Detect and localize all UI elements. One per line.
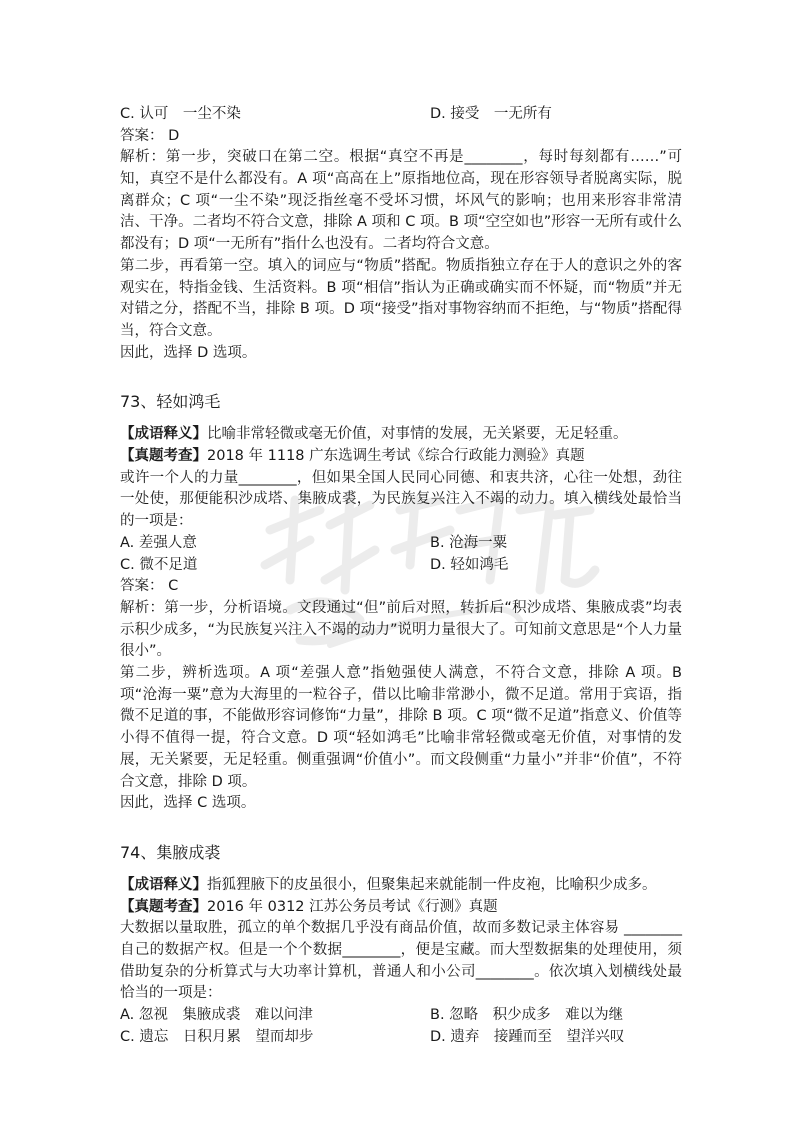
q72-analysis-step2: 第二步，再看第一空。填入的词应与“物质”搭配。物质指独立存在于人的意识之外的客观实在，特指金钱、生活资料。B 项“相信”指认为正确或确实而不怀疑，而“物质”并无对错之分，搭配不当，排除 B 项。D 项“接受”指对事物容纳而不拒绝，与“物质”搭配得当，符合文意。: [120, 257, 682, 339]
q73-option-c: C. 微不足道: [120, 556, 198, 573]
q73-meaning-tag: 【成语释义】: [120, 426, 207, 443]
q73-answer: 答案： C: [120, 578, 179, 595]
q74-options-row-1: [120, 1005, 682, 1027]
q73-exam-text: 2018 年 1118 广东选调生考试《综合行政能力测验》真题: [207, 448, 585, 465]
q74-option-b: B. 忽略 积少成多 难以为继: [430, 1007, 624, 1024]
q73-exam: [120, 446, 682, 468]
q74-heading: 74、集腋成裘: [120, 842, 221, 862]
q72-option-c: C. 认可 一尘不染: [120, 106, 241, 122]
q73-heading: 73、轻如鸿毛: [120, 392, 221, 412]
q73-stem: 或许一个人的力量________，但如果全国人民同心同德、和衷共济，心往一处想，劲往一处使，那便能积沙成塔、集腋成裘，为民族复兴注入不竭的动力。填入横线处最恰当的一项是：: [120, 469, 682, 530]
q73-option-a: A. 差强人意: [120, 534, 197, 551]
q72-conclusion: 因此，选择 D 选项。: [120, 344, 257, 361]
q73-exam-tag: 【真题考查】: [120, 448, 207, 465]
q74-meaning: [120, 875, 682, 897]
q73-analysis-step2: 第二步，辨析选项。A 项“差强人意”指勉强使人满意，不符合文意，排除 A 项。B 项“沧海一粟”意为大海里的一粒谷子，借以比喻非常渺小，微不足道。常用于宾语，指微不足道的事，不能做形容词修饰“力量”，排除 B 项。C 项“微不足道”指意义、价值等小得不值得一提，符合文意。D 项“轻如鸿毛”比喻非常轻微或毫无价值，对事情的发展，无关紧要，无足轻重。侧重强调“价值小”。而文段侧重“力量小”并非“价值”，不符合文意，排除 D 项。: [120, 665, 682, 790]
q73-option-d: D. 轻如鸿毛: [430, 556, 509, 573]
q73-options-row-1: [120, 533, 682, 555]
q72-answer: 答案： D: [120, 127, 180, 144]
q72-analysis-step1: 解析：第一步，突破口在第二空。根据“真空不再是________，每时每刻都有……”可知，真空不是什么都没有。A 项“高高在上”原指地位高，现在形容领导者脱离实际，脱离群众；C 项“一尘不染”现泛指丝毫不受坏习惯，坏风气的影响；也用来形容非常清洁、干净。二者均不符合文意，排除 A 项和 C 项。B 项“空空如也”形容一无所有或什么都没有；D 项“一无所有”指什么也没有。二者均符合文意。: [120, 149, 682, 253]
q73-options-row-2: [120, 555, 682, 577]
q74-exam-text: 2016 年 0312 江苏公务员考试《行测》真题: [207, 898, 498, 915]
q73-meaning-text: 比喻非常轻微或毫无价值，对事情的发展，无关紧要，无足轻重。: [207, 426, 628, 443]
q74-option-d: D. 遗弃 接踵而至 望洋兴叹: [430, 1028, 625, 1045]
q74-options-row-2: [120, 1027, 682, 1049]
q73-option-b: B. 沧海一粟: [430, 534, 508, 551]
q74-option-c: C. 遗忘 日积月累 望而却步: [120, 1028, 314, 1045]
document-page: [120, 104, 682, 1049]
q74-exam: [120, 897, 682, 919]
q72-options-row: [120, 104, 682, 126]
q74-meaning-tag: 【成语释义】: [120, 876, 207, 893]
q73-analysis-step1: 解析：第一步，分析语境。文段通过“但”前后对照，转折后“积沙成塔、集腋成裘”均表示积少成多，“为民族复兴注入不竭的动力”说明力量很大了。可知前文意思是“个人力量很小”。: [120, 599, 682, 660]
q74-meaning-text: 指狐狸腋下的皮虽很小，但聚集起来就能制一件皮袍，比喻积少成多。: [207, 876, 657, 893]
q73-meaning: [120, 424, 682, 446]
q74-stem: 大数据以量取胜，孤立的单个数据几乎没有商品价值，故而多数记录主体容易 ________自己的数据产权。但是一个个数据________，便是宝藏。而大型数据集的处理使用，须借助复杂的分析算式与大功率计算机，普通人和小公司________。依次填入划横线处最恰当的一项是：: [120, 920, 682, 1002]
q72-option-d: D. 接受 一无所有: [430, 106, 552, 122]
q73-conclusion: 因此，选择 C 选项。: [120, 795, 256, 812]
q74-option-a: A. 忽视 集腋成裘 难以问津: [120, 1007, 313, 1024]
q74-exam-tag: 【真题考查】: [120, 898, 207, 915]
